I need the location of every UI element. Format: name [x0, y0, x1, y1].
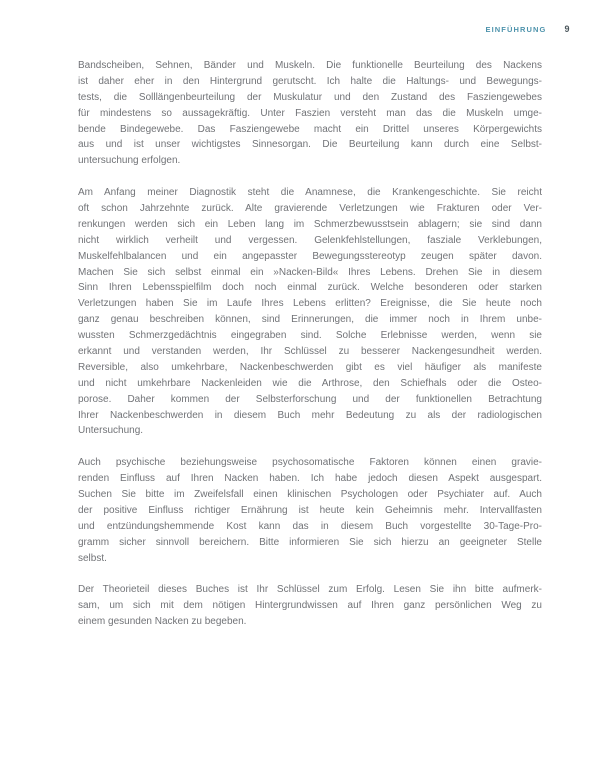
text-line: sam, um sich mit dem nötigen Hintergrundwissen auf Ihren ganz persönlichen Weg zu [78, 600, 542, 612]
text-line: Untersuchung. [78, 425, 144, 437]
text-line: gramm sicher sinnvoll bereichern. Bitte informieren Sie sich hierzu an geeigneter Stelle [78, 536, 542, 548]
paragraph-2 [78, 185, 542, 439]
text-line: Bandscheiben, Sehnen, Bänder und Muskeln. Die funktionelle Beurteilung des Nackens [78, 60, 542, 71]
text-line: Reversible, also umkehrbare, Nackenbeschwerden gibt es viel häufiger als manifeste [78, 361, 542, 373]
text-line: tests, die Solllängenbeurteilung der Muskulatur und den Zustand des Fasziengewebes [78, 91, 542, 103]
text-line: untersuchung erfolgen. [78, 155, 181, 167]
text-line: renkungen werden sich ein Leben lang im Schmerzbewusstsein ablagern; sie sind dann [78, 218, 542, 230]
text-line: selbst. [78, 552, 107, 564]
text-line: für mindestens so aussagekräftig. Unter Faszien versteht man das die Muskeln umge- [78, 107, 542, 119]
text-line: und entzündungshemmende Kost kann das in diesem Buch vorgestellte 30-Tage-Pro- [78, 520, 542, 532]
text-line: ganz genau beschreiben können, sind Erinnerungen, die immer noch in Ihrem unbe- [78, 314, 542, 326]
page-body [78, 58, 542, 630]
text-line: der positive Einfluss richtiger Ernährung ist heute kein Geheimnis mehr. Intervallfasten [78, 504, 542, 516]
text-line: bende Bindegewebe. Das Fasziengewebe macht ein Drittel unseres Körpergewichts [78, 123, 542, 135]
paragraph-1 [78, 58, 542, 169]
text-line: porose. Daher kommen der Selbsterforschung und der funktionellen Betrachtung [78, 393, 542, 405]
paragraph-3 [78, 455, 542, 566]
running-header [485, 24, 570, 34]
text-line: Suchen Sie bitte im Zweifelsfall einen klinischen Psychologen oder Psychiater auf. Auch [78, 489, 542, 501]
paragraph-4 [78, 582, 542, 630]
text-line: erkannt und verstanden werden, Ihr Schlüssel zu besserer Nackengesundheit werden. [78, 346, 542, 358]
text-line: ist daher eher in den Hintergrund gerutscht. Ich halte die Haltungs- und Bewegungs- [78, 75, 542, 87]
text-line: Sinn Ihren Lebensspielfilm doch noch einmal zurück. Welche besonderen oder starken [78, 282, 542, 294]
text-line: Der Theorieteil dieses Buches ist Ihr Schlüssel zum Erfolg. Lesen Sie ihn bitte aufmerk- [78, 584, 542, 596]
text-line: nicht wirklich verheilt und vergessen. Gelenkfehlstellungen, fasziale Verklebungen, [78, 234, 542, 246]
text-line: aus und ist unser wichtigstes Sinnesorgan. Die Beurteilung kann durch eine Selbst- [78, 139, 542, 151]
text-line: und nicht umkehrbare Nackenleiden wie die Arthrose, den Schiefhals oder die Osteo- [78, 377, 542, 389]
section-label: EINFÜHRUNG [485, 25, 547, 34]
text-line: Verletzungen haben Sie im Laufe Ihres Lebens erlitten? Ereignisse, die Sie heute noch [78, 298, 542, 310]
text-line: Ihrer Nackenbeschwerden in diesem Buch mehr Bedeutung zu als der radiologischen [78, 409, 542, 421]
text-line: einem gesunden Nacken zu begeben. [78, 616, 247, 628]
text-line: renden Einfluss auf Ihren Nacken haben. Ich habe jedoch diesen Aspekt ausgespart. [78, 473, 542, 485]
text-line: wussten Schmerzgedächtnis eingegraben sind. Solche Erlebnisse werden, wenn sie [78, 330, 542, 342]
text-line: Am Anfang meiner Diagnostik steht die Anamnese, die Krankengeschichte. Sie reicht [78, 187, 542, 199]
text-line: Muskelfehlbalancen und ein angepasster Bewegungsstereotyp zeugen später davon. [78, 250, 542, 262]
text-line: Auch psychische beziehungsweise psychosomatische Faktoren können einen gravie- [78, 457, 542, 469]
page-number: 9 [564, 24, 570, 34]
text-line: Machen Sie sich selbst einmal ein »Nacken-Bild« Ihres Lebens. Drehen Sie in diesem [78, 266, 542, 278]
text-line: oft schon Jahrzehnte zurück. Alte gravierende Verletzungen wie Frakturen oder Ver- [78, 203, 542, 215]
